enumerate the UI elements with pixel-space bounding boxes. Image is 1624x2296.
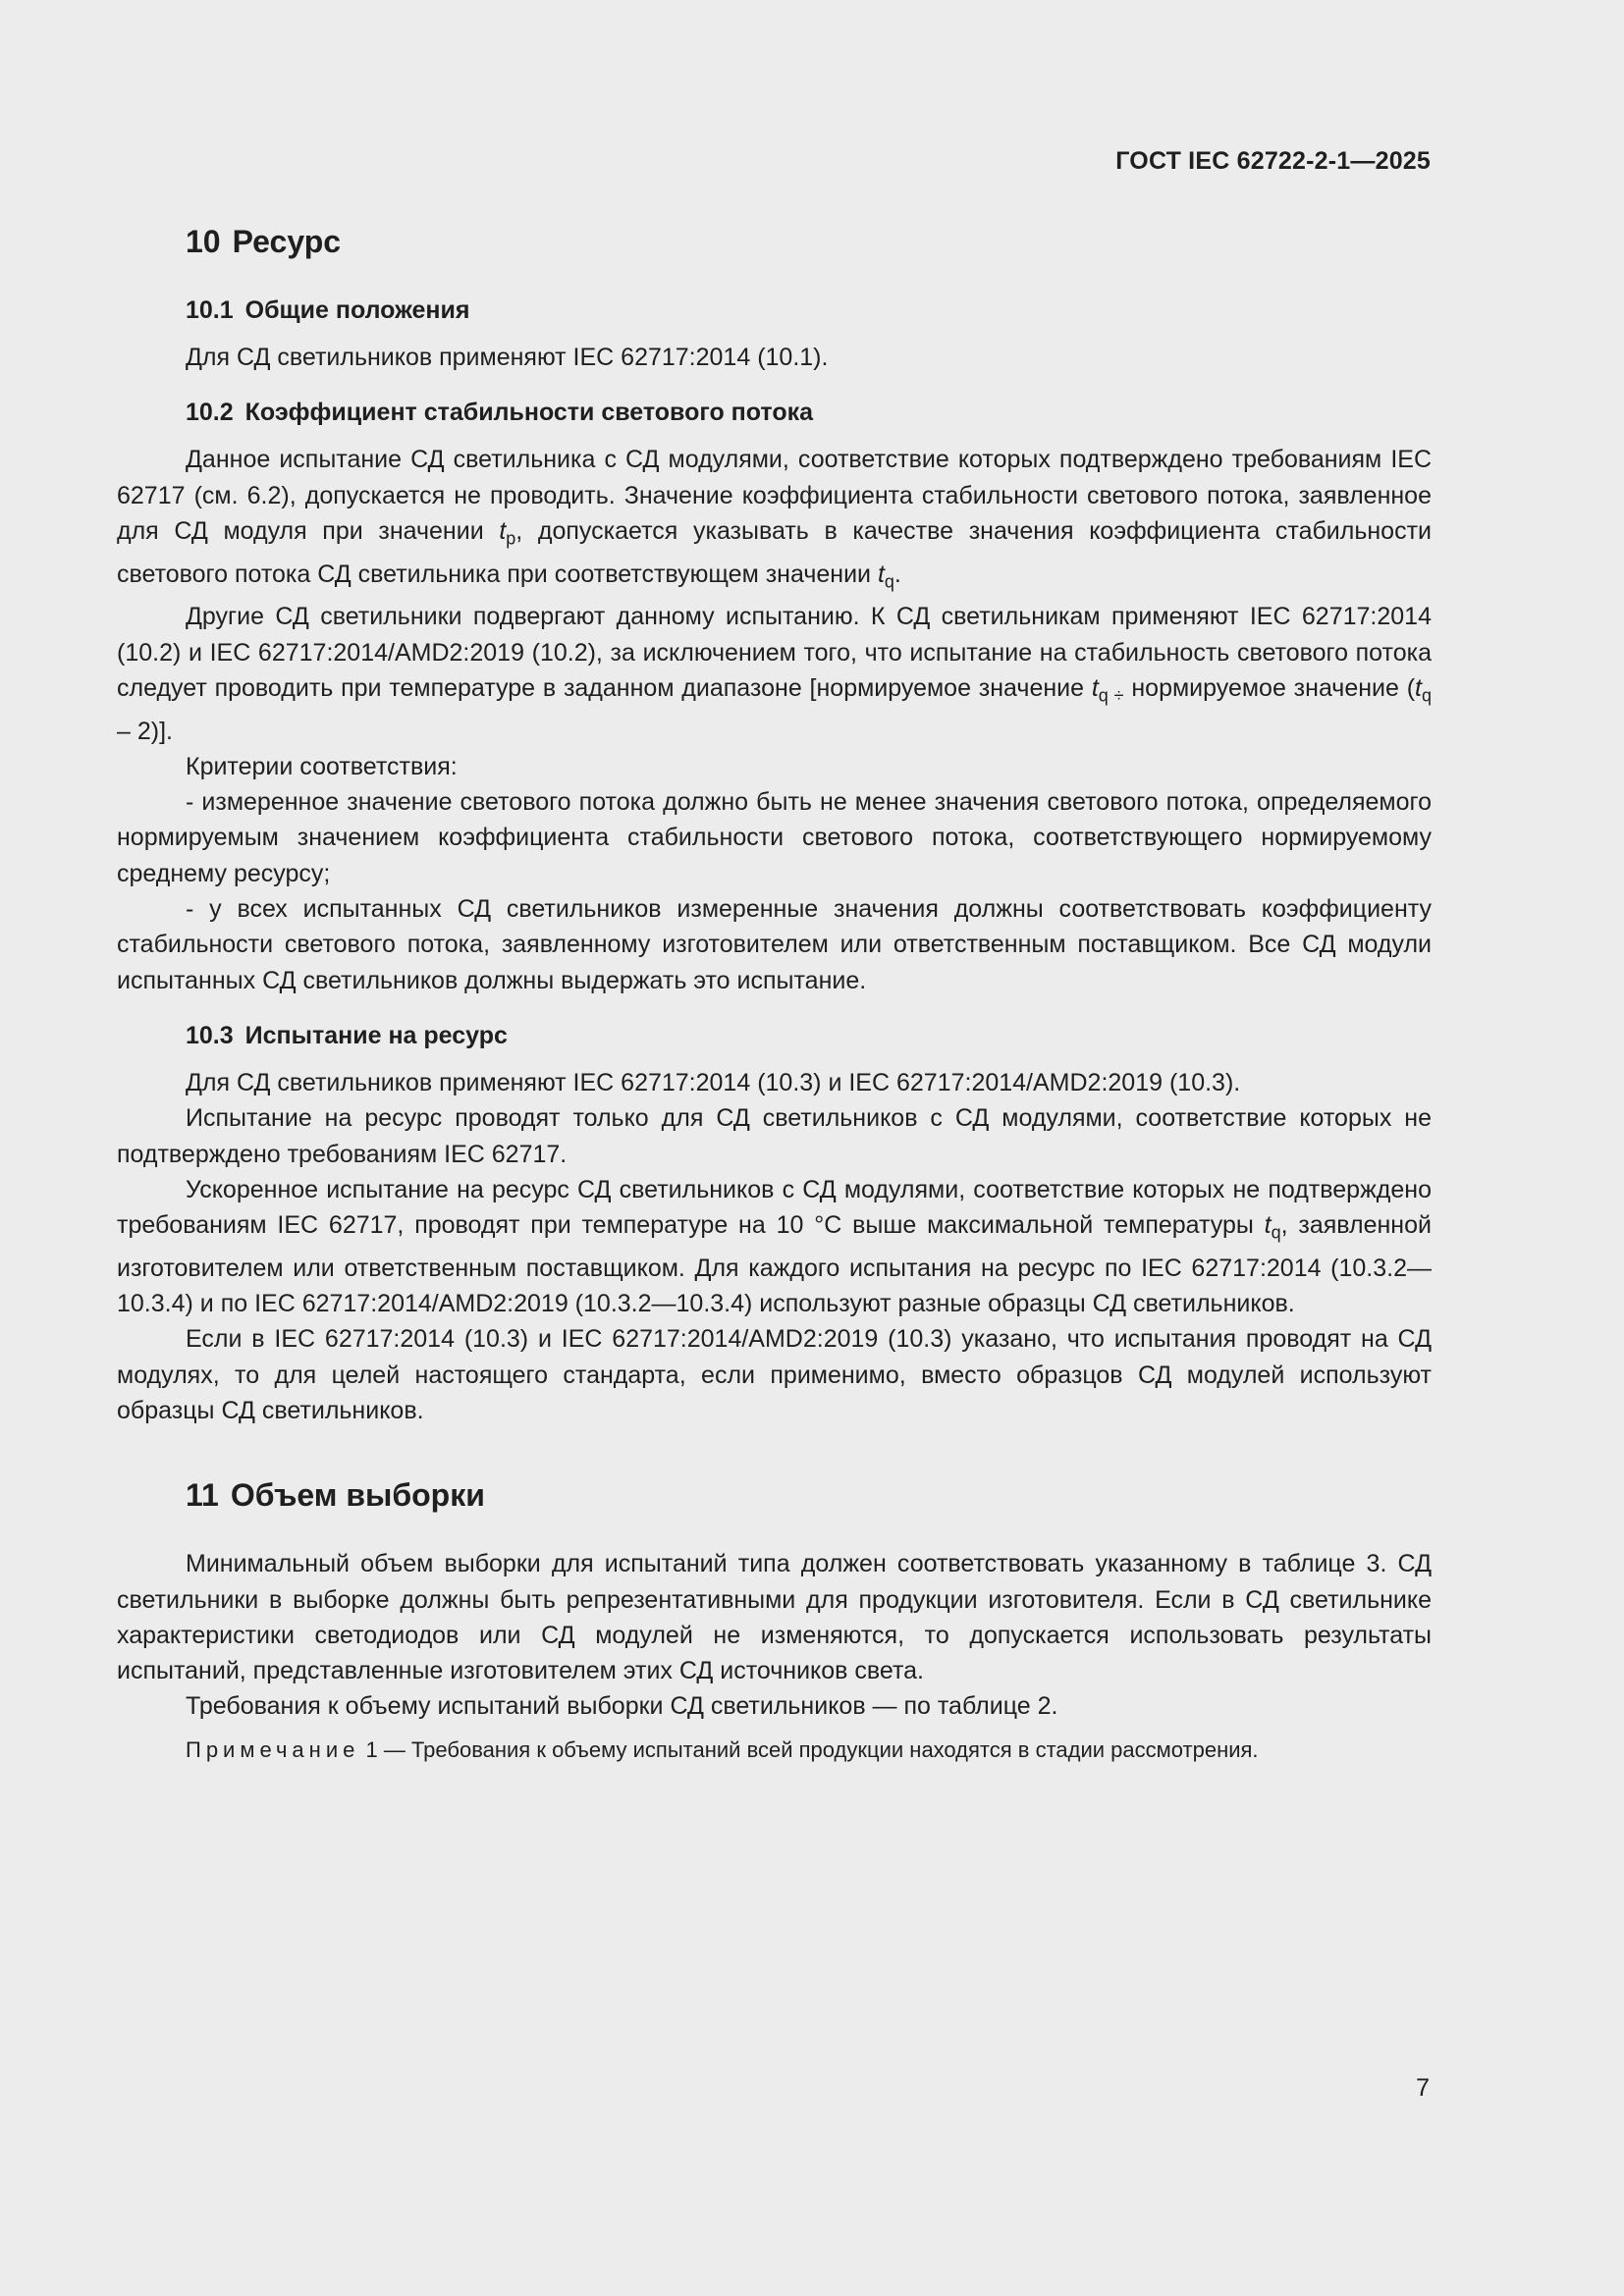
text-run: Ускоренное испытание на ресурс СД светильников с СД модулями, соответствие которых не подтверждено требованиям IEC 62717, проводят при температуре на 10 °С выше максимальной температуры [117, 1175, 1432, 1240]
subsection-title: Коэффициент стабильности светового потока [244, 399, 814, 427]
section-number: 10 [186, 224, 221, 259]
subsection-number: 10.1 [186, 296, 234, 324]
subsection-10-3-heading [117, 1018, 1432, 1053]
symbol-t: t [1415, 673, 1422, 702]
text-run: Другие СД светильники подвергают данному испытанию. К СД светильникам применяют IEC 62717:2014 (10.2) и IEC 62717:2014/AMD2:2019 (10.2), за исключением того, что испытание на стабильность светового потока следует проводить при температуре в заданном диапазоне [нормируемое значение [117, 603, 1432, 702]
text-run: – 2)]. [117, 717, 173, 745]
text-run: нормируемое значение ( [1123, 673, 1416, 702]
text-run: Данное испытание СД светильника с СД модулями, соответствие которых подтверждено требованиям IEC 62717 (см. 6.2), допускается не проводить. Значение коэффициента стабильности светового потока, заявленное для СД модуля при значении [117, 446, 1432, 545]
document-header: ГОСТ IEC 62722-2-1—2025 [1115, 147, 1431, 175]
subscript: q [1271, 1222, 1281, 1243]
section-title: Объем выборки [230, 1477, 485, 1514]
text-run: , заявленной изготовителем или ответственным поставщиком. Для каждого испытания на ресурс по IEC 62717:2014 (10.3.2—10.3.4) и по IEC 62717:2014/AMD2:2019 (10.3.2—10.3.4) используют разные образцы СД светильников. [117, 1211, 1432, 1318]
subsection-number: 10.2 [186, 399, 234, 427]
paragraph: Если в IEC 62717:2014 (10.3) и IEC 62717:2014/AMD2:2019 (10.3) указано, что испытания проводят на СД модулях, то для целей настоящего стандарта, если применимо, вместо образцов СД модулей используют образцы СД светильников. [117, 1325, 1432, 1424]
text-run: , допускается указывать в качестве значения коэффициента стабильности светового потока СД светильника при соответствующем значении [117, 516, 1432, 588]
symbol-t: t [499, 516, 507, 545]
note [117, 1735, 1432, 1766]
section-title: Ресурс [232, 224, 342, 259]
subscript: q [884, 570, 894, 591]
subsection-number: 10.3 [186, 1021, 234, 1049]
paragraph: Испытание на ресурс проводят только для СД светильников с СД модулями, соответствие которых не подтверждено требованиям IEC 62717. [117, 1104, 1432, 1168]
note-label: Примечание [186, 1736, 360, 1762]
document-body [117, 218, 1432, 1766]
symbol-t: t [1091, 673, 1099, 702]
paragraph: Минимальный объем выборки для испытаний типа должен соответствовать указанному в таблице 3. СД светильники в выборке должны быть репрезентативными для продукции изготовителя. Если в СД светильнике характеристики светодиодов или СД модулей не изменяются, то допускается использовать результаты испытаний, представленные изготовителем этих СД источников света. [117, 1550, 1432, 1685]
symbol-t: t [877, 560, 885, 588]
subscript: q ÷ [1098, 685, 1124, 706]
subsection-title: Испытание на ресурс [244, 1021, 508, 1049]
subscript: p [506, 528, 516, 549]
list-item: - у всех испытанных СД светильников измеренные значения должны соответствовать коэффициенту стабильности светового потока, заявленному изготовителем или ответственным поставщиком. Все СД модули испытанных СД светильников должны выдержать это испытание. [117, 895, 1432, 994]
section-10-heading [117, 218, 1432, 265]
paragraph: Для СД светильников применяют IEC 62717:2014 (10.3) и IEC 62717:2014/AMD2:2019 (10.3). [186, 1068, 1241, 1096]
paragraph [117, 599, 1432, 749]
paragraph: Требования к объему испытаний выборки СД светильников — по таблице 2. [186, 1692, 1058, 1721]
list-item: - измеренное значение светового потока должно быть не менее значения светового потока, определяемого нормируемым значением коэффициента стабильности светового потока, соответствующего нормируемому среднему ресурсу; [117, 788, 1432, 887]
symbol-t: t [1264, 1211, 1272, 1240]
page-number: 7 [1416, 2074, 1430, 2102]
subscript: q [1421, 685, 1432, 706]
section-11-heading [117, 1471, 1432, 1519]
subsection-10-1-heading [117, 293, 1432, 328]
paragraph: Для СД светильников применяют IEC 62717:2014 (10.1). [186, 344, 829, 371]
section-number: 11 [186, 1477, 219, 1514]
paragraph [117, 442, 1432, 599]
subsection-10-2-heading [117, 395, 1432, 430]
text-run: . [893, 560, 901, 588]
note-text: 1 — Требования к объему испытаний всей продукции находятся в стадии рассмотрения. [365, 1736, 1259, 1762]
paragraph [117, 1172, 1432, 1322]
paragraph: Критерии соответствия: [186, 752, 458, 780]
subsection-title: Общие положения [244, 296, 470, 324]
